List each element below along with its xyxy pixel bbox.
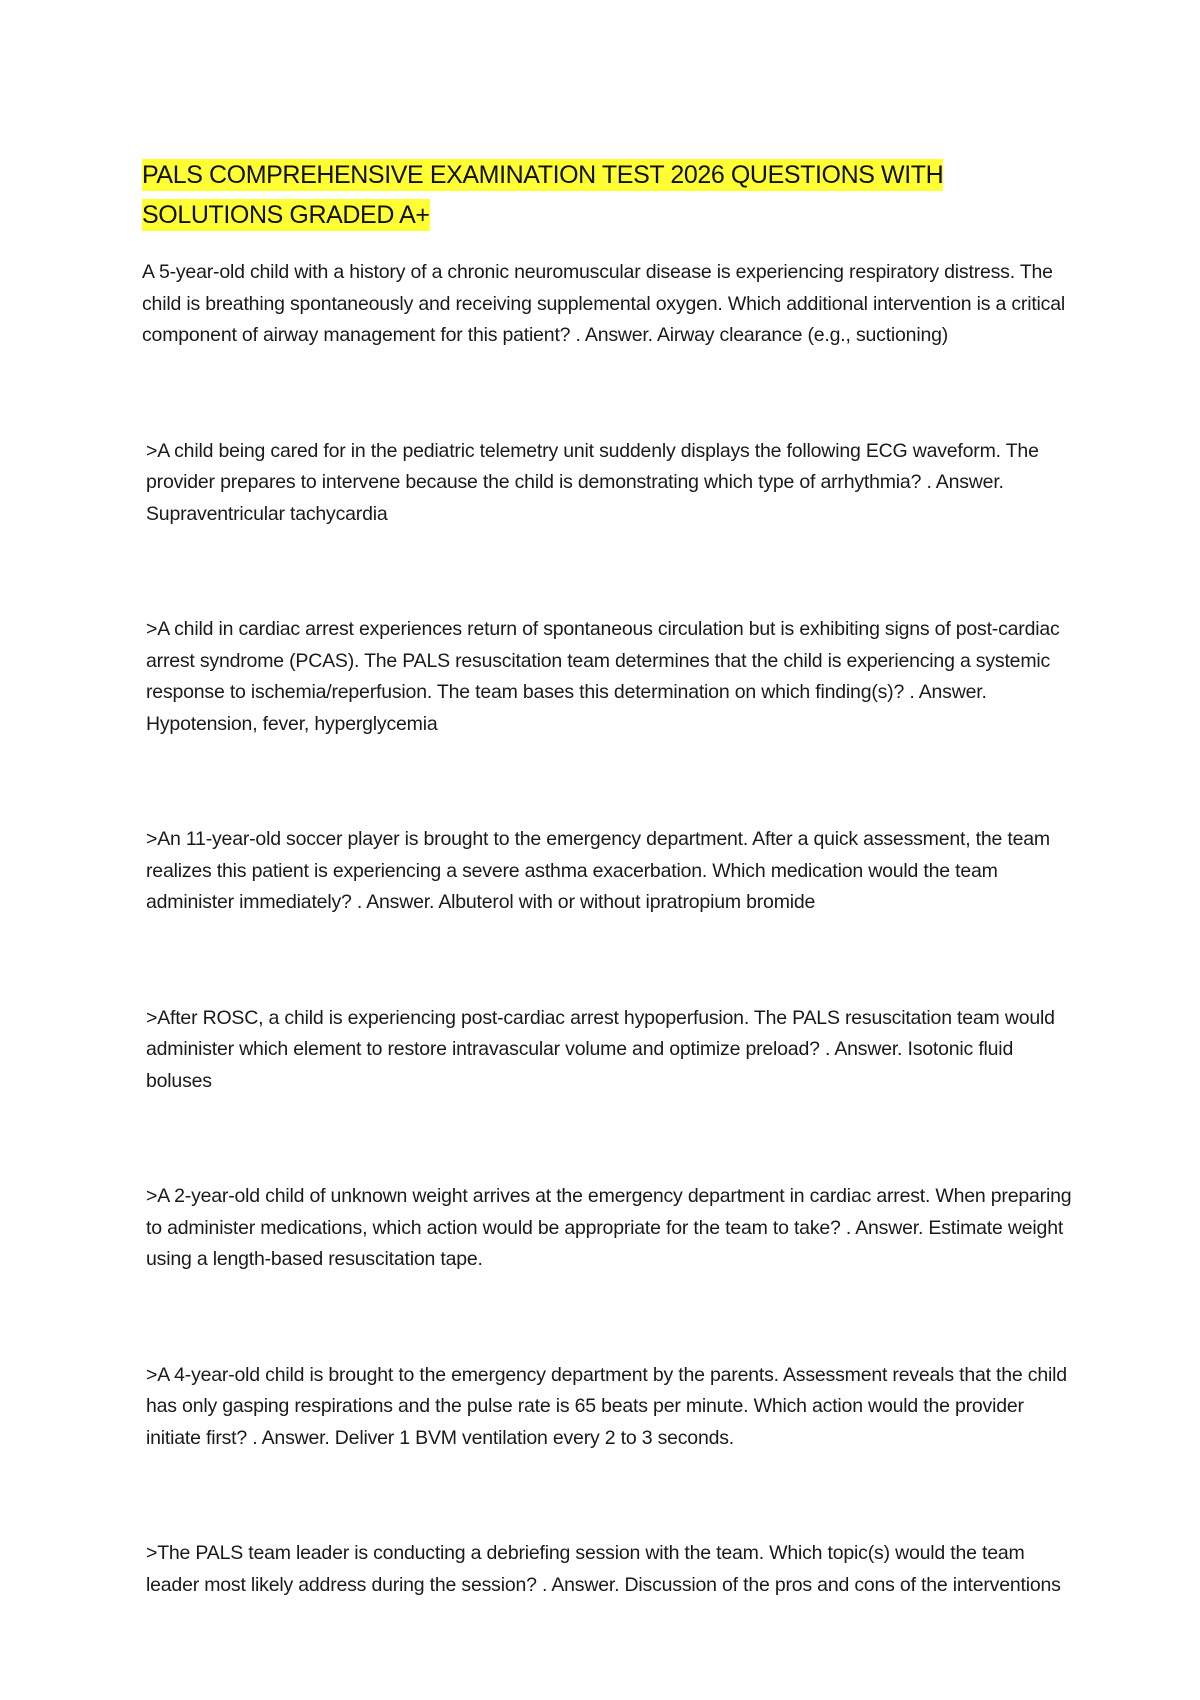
qa-item [142, 1181, 1072, 1276]
qa-item [142, 824, 1072, 919]
qa-item [142, 257, 1072, 352]
qa-text: >A 4-year-old child is brought to the emergency department by the parents. Assessment reveals that the child has only gasping respirations and the pulse rate is 65 beats per minute. Which action would the provider initiate first? . Answer. Deliver 1 BVM ventilation every 2 to 3 seconds. [146, 1363, 1067, 1449]
qa-item [142, 1538, 1072, 1601]
qa-text: A 5-year-old child with a history of a chronic neuromuscular disease is experiencing respiratory distress. The child is breathing spontaneously and receiving supplemental oxygen. Which additional intervention is a critical component of airway management for this patient? . Answer. Airway clearance (e.g., suctioning) [142, 261, 1066, 346]
qa-item [142, 1003, 1072, 1098]
qa-text: >The PALS team leader is conducting a debriefing session with the team. Which topic(s) would the team leader most likely address during the session? . Answer. Discussion of the pros and cons of the interventions [146, 1542, 1061, 1596]
document-title [142, 155, 1072, 235]
qa-text: >A 2-year-old child of unknown weight arrives at the emergency department in cardiac arrest. When preparing to administer medications, which action would be appropriate for the team to take? . Answer. Estimate weight using a length-based resuscitation tape. [146, 1185, 1072, 1270]
qa-text: >A child being cared for in the pediatric telemetry unit suddenly displays the following ECG waveform. The provider prepares to intervene because the child is demonstrating which type of arrhythmia? . Answer. Supraventricular tachycardia [146, 439, 1039, 525]
qa-text: >A child in cardiac arrest experiences return of spontaneous circulation but is exhibiting signs of post-cardiac arrest syndrome (PCAS). The PALS resuscitation team determines that the child is experiencing a systemic response to ischemia/reperfusion. The team bases this determination on which finding(s)? . Answer. Hypotension, fever, hyperglycemia [146, 618, 1060, 735]
qa-text: >After ROSC, a child is experiencing post-cardiac arrest hypoperfusion. The PALS resuscitation team would administer which element to restore intravascular volume and optimize preload? . Answer. Isotonic fluid boluses [146, 1006, 1055, 1092]
qa-text: >An 11-year-old soccer player is brought to the emergency department. After a quick assessment, the team realizes this patient is experiencing a severe asthma exacerbation. Which medication would the team administer immediately? . Answer. Albuterol with or without ipratropium bromide [146, 828, 1050, 913]
qa-item [142, 1360, 1072, 1455]
qa-item [142, 614, 1072, 740]
qa-item [142, 436, 1072, 531]
title-highlight: PALS COMPREHENSIVE EXAMINATION TEST 2026 QUESTIONS WITH SOLUTIONS GRADED A+ [142, 161, 944, 229]
document-page [142, 155, 1072, 1601]
